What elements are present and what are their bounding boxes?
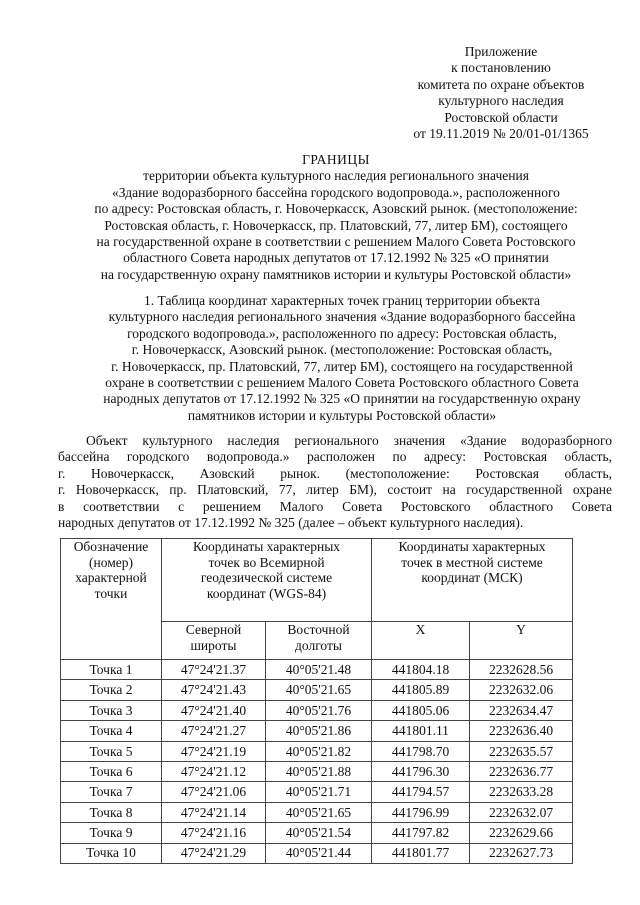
caption-line: культурного наследия регионального значения «Здание водоразборного бассейна bbox=[108, 309, 576, 325]
appendix-line: от 19.11.2019 № 20/01-01/1365 bbox=[413, 126, 589, 142]
y-cell: 2232633.28 bbox=[470, 782, 573, 802]
x-cell: 441801.11 bbox=[372, 721, 470, 741]
header-x: X bbox=[372, 622, 470, 660]
y-cell: 2232635.57 bbox=[470, 741, 573, 761]
latitude-cell: 47°24'21.40 bbox=[162, 700, 266, 720]
point-name: Точка 6 bbox=[61, 761, 162, 781]
heading-line: на государственной охране в соответствии с решением Малого Совета Ростовского bbox=[96, 234, 576, 250]
latitude-cell: 47°24'21.16 bbox=[162, 823, 266, 843]
longitude-cell: 40°05'21.65 bbox=[266, 680, 372, 700]
appendix-line: культурного наследия bbox=[438, 93, 564, 109]
paragraph-line: г. Новочеркасск, пр. Платовский, 77, литер БМ), состоит на государственной охране bbox=[58, 482, 612, 498]
point-name: Точка 10 bbox=[61, 843, 162, 863]
point-name: Точка 7 bbox=[61, 782, 162, 802]
document-heading bbox=[58, 152, 614, 283]
table-row bbox=[61, 782, 573, 802]
caption-line: городского водопровода.», расположенного по адресу: Ростовская область, bbox=[127, 325, 557, 341]
header-north-latitude: Северной широты bbox=[162, 622, 266, 660]
x-cell: 441801.77 bbox=[372, 843, 470, 863]
latitude-cell: 47°24'21.06 bbox=[162, 782, 266, 802]
caption-line: памятников истории и культуры Ростовской области» bbox=[187, 407, 497, 423]
object-description bbox=[58, 433, 612, 531]
caption-line: народных депутатов от 17.12.1992 № 325 «О принятии на государственную охрану bbox=[103, 391, 581, 407]
y-cell: 2232636.77 bbox=[470, 761, 573, 781]
point-name: Точка 3 bbox=[61, 700, 162, 720]
caption-line: г. Новочеркасск, пр. Платовский, 77, литер БМ), состоящего на государственной bbox=[111, 358, 573, 374]
table-row bbox=[61, 721, 573, 741]
table-caption bbox=[58, 293, 626, 424]
appendix-line: комитета по охране объектов bbox=[417, 76, 585, 92]
heading-line: областного Совета народных депутатов от 17.12.1992 № 325 «О принятии bbox=[123, 250, 549, 266]
longitude-cell: 40°05'21.88 bbox=[266, 761, 372, 781]
point-name: Точка 4 bbox=[61, 721, 162, 741]
caption-line: г. Новочеркасск, Азовский рынок. (местоположение: Ростовская область, bbox=[131, 342, 553, 358]
paragraph-line: г. Новочеркасск, Азовский рынок. (местоположение: Ростовская область, bbox=[58, 465, 612, 481]
header-y: Y bbox=[470, 622, 573, 660]
longitude-cell: 40°05'21.48 bbox=[266, 660, 372, 680]
table-row bbox=[61, 680, 573, 700]
appendix-block bbox=[390, 44, 612, 142]
table-row bbox=[61, 823, 573, 843]
y-cell: 2232629.66 bbox=[470, 823, 573, 843]
header-east-longitude: Восточной долготы bbox=[266, 622, 372, 660]
y-cell: 2232632.06 bbox=[470, 680, 573, 700]
point-name: Точка 8 bbox=[61, 802, 162, 822]
x-cell: 441804.18 bbox=[372, 660, 470, 680]
table-row bbox=[61, 761, 573, 781]
caption-line: охране в соответствии с решением Малого Совета Ростовского областного Совета bbox=[105, 375, 579, 391]
document-title: ГРАНИЦЫ bbox=[302, 152, 370, 167]
header-wgs84: Координаты характерных точек во Всемирной геодезической системе координат (WGS-84) bbox=[162, 539, 372, 622]
appendix-line: Приложение bbox=[464, 44, 538, 59]
table-row bbox=[61, 741, 573, 761]
point-name: Точка 9 bbox=[61, 823, 162, 843]
coordinates-table bbox=[60, 538, 573, 864]
paragraph-line: Объект культурного наследия регионального значения «Здание водоразборного bbox=[86, 433, 612, 448]
y-cell: 2232636.40 bbox=[470, 721, 573, 741]
y-cell: 2232628.56 bbox=[470, 660, 573, 680]
longitude-cell: 40°05'21.82 bbox=[266, 741, 372, 761]
paragraph-line: бассейна городского водопровода.» расположен по адресу: Ростовская область, bbox=[58, 449, 612, 465]
latitude-cell: 47°24'21.19 bbox=[162, 741, 266, 761]
latitude-cell: 47°24'21.43 bbox=[162, 680, 266, 700]
x-cell: 441794.57 bbox=[372, 782, 470, 802]
longitude-cell: 40°05'21.44 bbox=[266, 843, 372, 863]
latitude-cell: 47°24'21.27 bbox=[162, 721, 266, 741]
x-cell: 441796.99 bbox=[372, 802, 470, 822]
x-cell: 441797.82 bbox=[372, 823, 470, 843]
heading-line: по адресу: Ростовская область, г. Новочеркасск, Азовский рынок. (местоположение: bbox=[94, 201, 578, 217]
appendix-line: к постановлению bbox=[451, 60, 551, 76]
x-cell: 441805.89 bbox=[372, 680, 470, 700]
heading-line: «Здание водоразборного бассейна городского водопровода.», расположенного bbox=[112, 184, 560, 200]
heading-line: Ростовская область, г. Новочеркасск, пр. Платовский, 77, литер БМ), состоящего bbox=[104, 217, 568, 233]
x-cell: 441796.30 bbox=[372, 761, 470, 781]
caption-line: 1. Таблица координат характерных точек границ территории объекта bbox=[144, 293, 540, 308]
longitude-cell: 40°05'21.65 bbox=[266, 802, 372, 822]
table-row bbox=[61, 660, 573, 680]
table-row bbox=[61, 700, 573, 720]
paragraph-line: в соответствии с решением Малого Совета Ростовского областного Совета bbox=[58, 498, 612, 514]
table-row bbox=[61, 802, 573, 822]
paragraph-line: народных депутатов от 17.12.1992 № 325 (далее – объект культурного наследия). bbox=[58, 515, 524, 531]
header-designation: Обозначение (номер) характерной точки bbox=[61, 539, 162, 660]
point-name: Точка 2 bbox=[61, 680, 162, 700]
x-cell: 441798.70 bbox=[372, 741, 470, 761]
latitude-cell: 47°24'21.12 bbox=[162, 761, 266, 781]
heading-line: территории объекта культурного наследия регионального значения bbox=[143, 168, 529, 184]
appendix-line: Ростовской области bbox=[444, 109, 558, 125]
y-cell: 2232632.07 bbox=[470, 802, 573, 822]
longitude-cell: 40°05'21.86 bbox=[266, 721, 372, 741]
latitude-cell: 47°24'21.29 bbox=[162, 843, 266, 863]
longitude-cell: 40°05'21.54 bbox=[266, 823, 372, 843]
x-cell: 441805.06 bbox=[372, 700, 470, 720]
table-row bbox=[61, 843, 573, 863]
y-cell: 2232634.47 bbox=[470, 700, 573, 720]
longitude-cell: 40°05'21.76 bbox=[266, 700, 372, 720]
point-name: Точка 1 bbox=[61, 660, 162, 680]
latitude-cell: 47°24'21.37 bbox=[162, 660, 266, 680]
y-cell: 2232627.73 bbox=[470, 843, 573, 863]
table-header-row bbox=[61, 539, 573, 622]
longitude-cell: 40°05'21.71 bbox=[266, 782, 372, 802]
latitude-cell: 47°24'21.14 bbox=[162, 802, 266, 822]
point-name: Точка 5 bbox=[61, 741, 162, 761]
heading-line: на государственную охрану памятников истории и культуры Ростовской области» bbox=[100, 266, 572, 282]
header-msk: Координаты характерных точек в местной системе координат (МСК) bbox=[372, 539, 573, 622]
